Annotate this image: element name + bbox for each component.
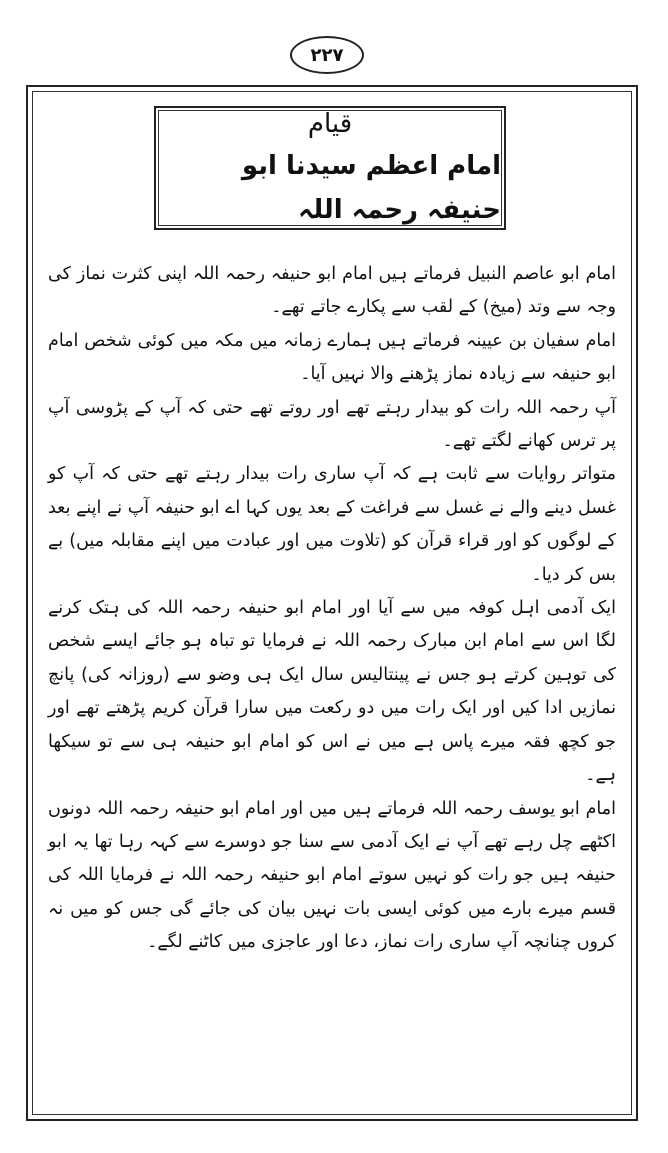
title-subheading: امام اعظم سیدنا ابو حنیفہ رحمہ اللہ <box>241 151 501 225</box>
paragraph: آپ رحمہ اللہ رات کو بیدار رہتے تھے اور روتے تھے حتی کہ آپ کے پڑوسی آپ پر ترس کھانے لگتے تھے۔ <box>48 397 616 452</box>
page-number: ۲۲۷ <box>290 36 364 74</box>
paragraph: ایک آدمی اہل کوفہ میں سے آیا اور امام ابو حنیفہ رحمہ اللہ کی ہتک کرنے لگا اس سے امام ابن مبارک رحمہ اللہ نے فرمایا تو تباہ ہو جائے ایسے شخص کی توہین کرتے ہو جس نے پینتالیس سال ایک ہی وضو سے (روزانہ کی) پانچ نمازیں ادا کیں اور ایک رات میں دو رکعت میں سارا قرآن کریم پڑھتے تھے اور جو کچھ فقہ میرے پاس ہے میں نے اس کو امام ابو حنیفہ ہی سے تو سیکھا ہے۔ <box>48 598 616 786</box>
title-box <box>158 110 502 226</box>
paragraph: متواتر روایات سے ثابت ہے کہ آپ ساری رات بیدار رہتے تھے حتی کہ آپ کو غسل دینے والے نے غسل سے فراغت کے بعد یوں کہا اے ابو حنیفہ آپ نے اپنے بعد کے لوگوں کو اور قراء قرآن کو (تلاوت میں اور عبادت میں اپنے مقابلہ میں) بے بس کر دیا۔ <box>48 464 616 585</box>
paragraph: امام ابو عاصم النبیل فرماتے ہیں امام ابو حنیفہ رحمہ اللہ اپنی کثرت نماز کی وجہ سے وتد (میخ) کے لقب سے پکارے جاتے تھے۔ <box>48 264 616 318</box>
paragraph: امام سفیان بن عیینہ فرماتے ہیں ہمارے زمانہ میں مکہ میں کوئی شخص امام ابو حنیفہ سے زیادہ نماز پڑھنے والا نہیں آیا۔ <box>48 330 616 385</box>
title-heading: قیام <box>307 109 353 139</box>
paragraph: امام ابو یوسف رحمہ اللہ فرماتے ہیں میں اور امام ابو حنیفہ رحمہ اللہ دونوں اکٹھے چل رہے تھے آپ نے ایک آدمی سے سنا جو دوسرے سے کہہ رہا تھا یہ ابو حنیفہ ہیں جو رات کو نہیں سوتے امام ابو حنیفہ رحمہ اللہ نے فرمایا اللہ کی قسم میرے بارے میں کوئی ایسی بات نہیں بیان کی جائے گی جس کو میں نہ کروں چنانچہ آپ ساری رات نماز، دعا اور عاجزی میں کاٹنے لگے۔ <box>48 798 616 953</box>
body-text <box>48 258 616 960</box>
